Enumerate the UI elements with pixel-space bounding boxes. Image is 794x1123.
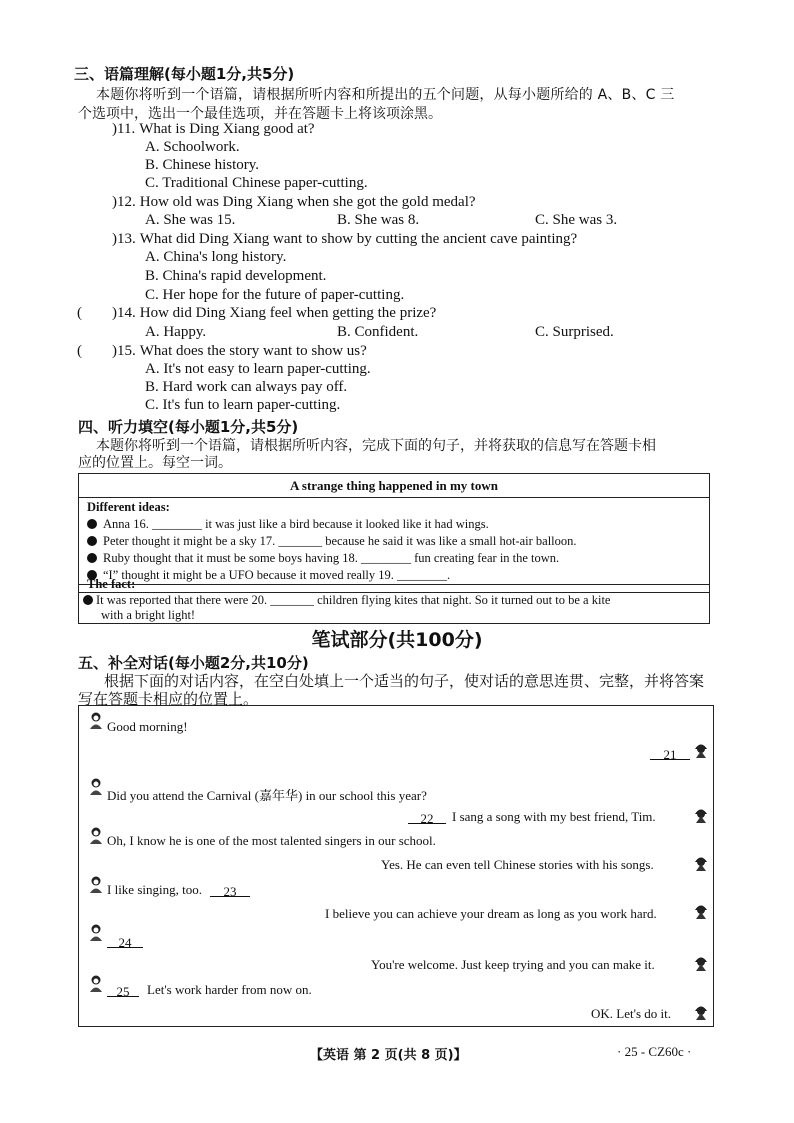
option-11c: C. Traditional Chinese paper-cutting. — [145, 175, 368, 191]
speaker-a-icon — [89, 876, 103, 894]
question-number: )15. — [112, 343, 136, 359]
speaker-b-icon — [694, 954, 708, 972]
question-text: What did Ding Xiang want to show by cutting the ancient cave painting? — [139, 231, 578, 247]
speaker-a-icon — [89, 975, 103, 993]
option-15c: C. It's fun to learn paper-cutting. — [145, 397, 341, 413]
option-13b: B. China's rapid development. — [145, 268, 327, 284]
option-12b: B. She was 8. — [337, 212, 420, 228]
question-15 — [112, 343, 367, 360]
dialogue-line-a2: Did you attend the Carnival (嘉年华) in our school this year? — [107, 788, 427, 803]
speaker-b-icon — [694, 902, 708, 920]
speaker-a-icon — [89, 827, 103, 845]
option-11b: B. Chinese history. — [145, 157, 260, 173]
dialogue-line-a3: Oh, I know he is one of the most talented singers in our school. — [107, 833, 436, 848]
section4-instruction-line2: 应的位置上。每空一词。 — [78, 455, 232, 471]
idea-text: Peter thought it might be a sky 17. _______ because he said it was like a small hot-air balloon. — [103, 534, 577, 548]
table-title: A strange thing happened in my town — [79, 474, 709, 498]
speaker-a-icon — [89, 778, 103, 796]
option-12a: A. She was 15. — [145, 212, 236, 228]
section3-instruction-line1: 本题你将听到一个语篇，请根据所听内容和所提出的五个问题，从每小题所给的 A、B、C 三 — [96, 87, 675, 103]
blank-number: 23 — [210, 884, 250, 897]
option-15a: A. It's not easy to learn paper-cutting. — [145, 361, 371, 377]
section5-instruction-line1: 根据下面的对话内容，在空白处填上一个适当的句子，使对话的意思连贯、完整，并将答案 — [104, 672, 705, 690]
question-13 — [112, 231, 577, 248]
dialogue-blank-24 — [107, 933, 143, 949]
bullet-icon — [87, 553, 97, 563]
bullet-icon — [87, 536, 97, 546]
different-ideas-label: Different ideas: — [87, 500, 170, 514]
question-number: )14. — [112, 305, 136, 321]
option-14a: A. Happy. — [145, 324, 207, 340]
blank-number: 24 — [107, 935, 143, 948]
speaker-a-icon — [89, 924, 103, 942]
question-text: What does the story want to show us? — [139, 343, 367, 359]
the-fact-label: The fact: — [87, 577, 136, 591]
option-14c: C. Surprised. — [535, 324, 614, 340]
dialogue-text: I like singing, too. — [107, 882, 202, 897]
speaker-b-icon — [694, 806, 708, 824]
speaker-b-icon — [694, 1003, 708, 1021]
idea-line-19 — [87, 568, 450, 583]
speaker-b-icon — [694, 854, 708, 872]
idea-line-17 — [87, 534, 577, 549]
dialogue-line-b5: You're welcome. Just keep trying and you can make it. — [371, 957, 655, 972]
table-divider — [79, 584, 709, 585]
idea-line-18 — [87, 551, 559, 566]
section5-title: 五、补全对话(每小题2分,共10分) — [78, 654, 309, 672]
answer-paren-14: ( — [77, 305, 82, 321]
bullet-icon — [83, 595, 93, 605]
question-number: )12. — [112, 194, 136, 210]
fact-text: It was reported that there were 20. _______ children flying kites that night. So it turned out to be a kite — [96, 593, 611, 607]
option-14b: B. Confident. — [337, 324, 419, 340]
dialogue-text: Let's work harder from now on. — [147, 982, 312, 997]
dialogue-blank-21 — [650, 745, 690, 761]
idea-text: Ruby thought that it must be some boys having 18. ________ fun creating fear in the town. — [103, 551, 560, 565]
blank-number: 25 — [107, 984, 139, 997]
option-12c: C. She was 3. — [535, 212, 618, 228]
question-12 — [112, 194, 476, 211]
option-11a: A. Schoolwork. — [145, 139, 240, 155]
dialogue-line-b2 — [408, 809, 656, 825]
dialogue-line-a6 — [107, 982, 312, 998]
question-number: )13. — [112, 231, 136, 247]
section3-instruction-line2: 个选项中，选出一个最佳选项，并在答题卡上将该项涂黑。 — [78, 106, 442, 122]
question-text: How old was Ding Xiang when she got the gold medal? — [139, 194, 476, 210]
question-number: )11. — [112, 121, 136, 137]
question-text: What is Ding Xiang good at? — [139, 121, 315, 137]
speaker-b-icon — [694, 741, 708, 759]
section4-instruction-line1: 本题你将听到一个语篇，请根据所听内容，完成下面的句子，并将获取的信息写在答题卡相 — [96, 438, 656, 454]
blank-number: 21 — [650, 747, 690, 760]
dialogue-line-a4 — [107, 882, 250, 898]
question-text: How did Ding Xiang feel when getting the prize? — [139, 305, 437, 321]
dialogue-line-a1: Good morning! — [107, 719, 188, 734]
blank-number: 22 — [408, 811, 446, 824]
question-14 — [112, 305, 436, 322]
listening-table — [78, 473, 710, 624]
section4-title: 四、听力填空(每小题1分,共5分) — [78, 418, 299, 436]
written-part-title: 笔试部分(共100分) — [311, 629, 483, 651]
idea-text: Anna 16. ________ it was just like a bird because it looked like it had wings. — [103, 517, 489, 531]
option-13a: A. China's long history. — [145, 249, 287, 265]
fact-line-2: with a bright light! — [101, 608, 196, 622]
dialogue-line-b6: OK. Let's do it. — [591, 1006, 671, 1021]
option-13c: C. Her hope for the future of paper-cutting. — [145, 287, 405, 303]
bullet-icon — [87, 519, 97, 529]
page-footer-center: 【英语 第 2 页(共 8 页)】 — [310, 1048, 467, 1063]
idea-text: “I” thought it might be a UFO because it moved really 19. ________. — [103, 568, 451, 582]
idea-line-16 — [87, 517, 489, 532]
section5-instruction-line2: 写在答题卡相应的位置上。 — [78, 690, 259, 708]
dialogue-line-b4: I believe you can achieve your dream as long as you work hard. — [325, 906, 657, 921]
section3-title: 三、语篇理解(每小题1分,共5分) — [74, 65, 295, 83]
fact-line-1 — [83, 593, 610, 608]
dialogue-line-b3: Yes. He can even tell Chinese stories with his songs. — [381, 857, 654, 872]
question-11 — [112, 121, 315, 138]
speaker-a-icon — [89, 712, 103, 730]
answer-paren-15: ( — [77, 343, 82, 359]
page-footer-code: · 25 - CZ60c · — [617, 1044, 692, 1059]
dialogue-text: I sang a song with my best friend, Tim. — [452, 809, 656, 824]
option-15b: B. Hard work can always pay off. — [145, 379, 348, 395]
